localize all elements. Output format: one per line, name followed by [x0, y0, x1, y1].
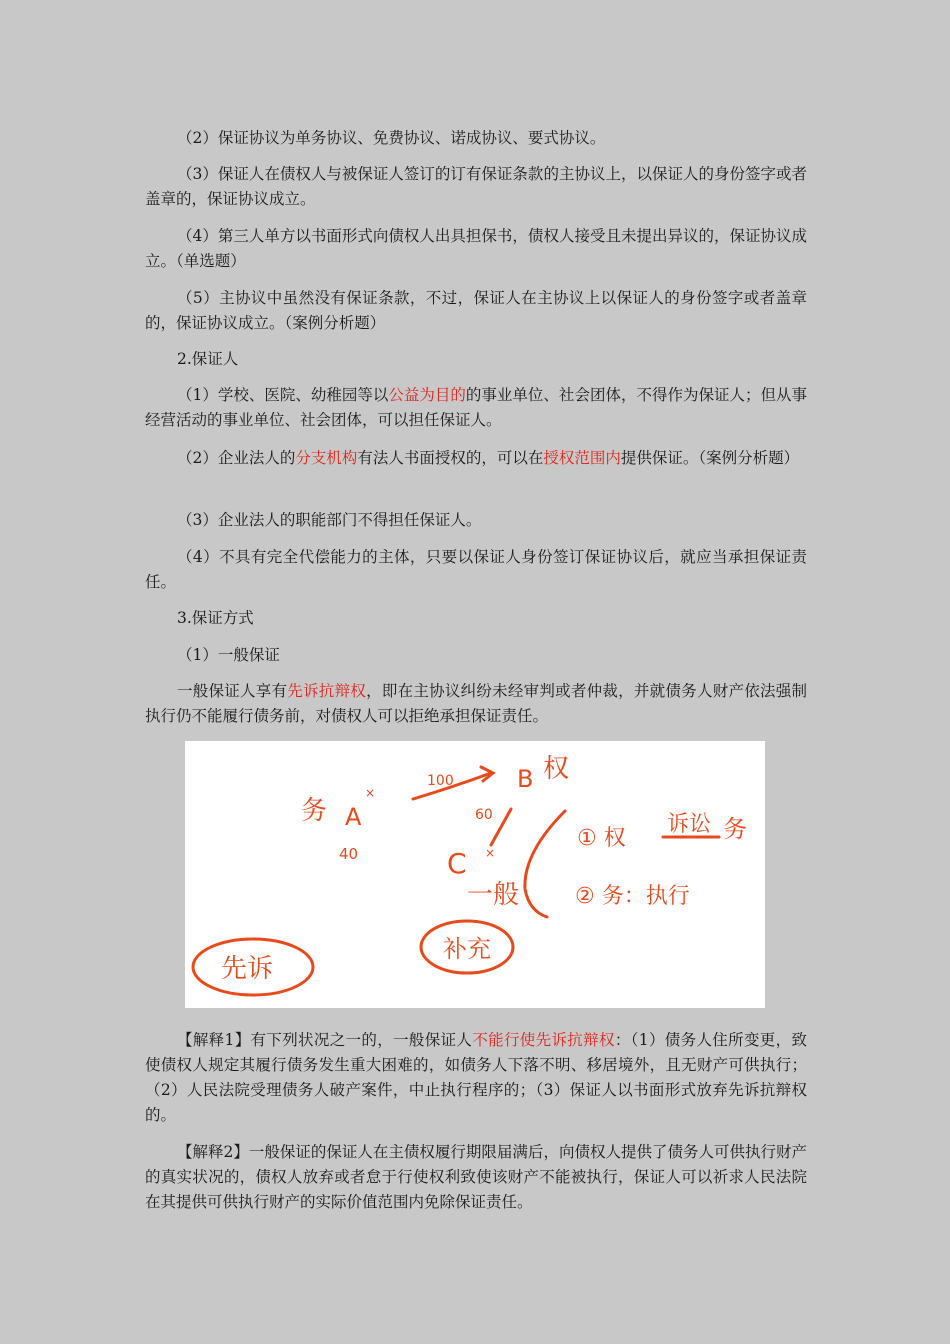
handwritten-note-image — [185, 741, 765, 1008]
paragraph-text: （4）第三人单方以书面形式向债权人出具担保书，债权人接受且未提出异议的，保证协议成立。（单选题） — [145, 227, 807, 270]
paragraph — [145, 679, 807, 729]
paragraph — [145, 224, 807, 274]
paragraph-text: 3.保证方式 — [177, 609, 254, 627]
paragraph-text: 有法人书面授权的，可以在 — [357, 449, 544, 467]
paragraph-text: （1）一般保证 — [177, 646, 280, 664]
paragraph — [145, 545, 807, 595]
section-heading — [145, 347, 807, 372]
paragraph-text: ：（1）债务人住所变更，致使债权人规定其履行债务发生重大困难的，如债务人下落不明、移居境外，且无财产可供执行；（2）人民法院受理债务人破产案件，中止执行程序的；（3）保证人以书面形式放弃先诉抗辩权的。 — [145, 1031, 807, 1124]
hw-mark: × — [365, 786, 376, 800]
hw-b: B — [517, 765, 534, 793]
paragraph-text: 【解释2】一般保证的保证人在主债权履行期限届满后，向债权人提供了债务人可供执行财产的真实状况的，债权人放弃或者怠于行使权利致使该财产不能被执行，保证人可以祈求人民法院在其提供可供执行财产的实际价值范围内免除保证责任。 — [145, 1143, 807, 1211]
handwritten-diagram — [185, 741, 765, 1008]
hw-brace — [525, 811, 565, 917]
paragraph — [145, 126, 807, 151]
paragraph-text: ，即在主协议纠纷未经审判或者仲裁，并就债务人财产依法强制执行仍不能履行债务前，对债权人可以拒绝承担保证责任。 — [145, 682, 807, 725]
hw-buchong: 补充 — [443, 935, 491, 963]
hw-susong: 诉讼 — [667, 812, 712, 837]
explanation-paragraph — [145, 1028, 807, 1128]
hw-wu-right: 务 — [723, 815, 747, 843]
highlighted-term: 授权范围内 — [543, 449, 621, 467]
paragraph — [145, 162, 807, 212]
hw-quan-b: 权 — [543, 754, 570, 784]
paragraph-text: （4）不具有完全代偿能力的主体，只要以保证人身份签订保证协议后，就应当承担保证责任。 — [145, 548, 807, 591]
paragraph — [145, 286, 807, 336]
section-heading — [145, 606, 807, 631]
hw-hundred: 100 — [427, 773, 454, 789]
paragraph-text: 2.保证人 — [177, 350, 239, 368]
hw-xiansu: 先诉 — [221, 954, 274, 984]
paragraph-text: （5）主协议中虽然没有保证条款，不过，保证人在主协议上以保证人的身份签字或者盖章的，保证协议成立。（案例分析题） — [145, 289, 807, 332]
highlighted-term: 公益为目的 — [388, 386, 466, 404]
hw-cross: × — [485, 846, 496, 860]
paragraph-text: （3）企业法人的职能部门不得担任保证人。 — [177, 511, 482, 529]
paragraph — [145, 446, 807, 471]
paragraph-text: （2）企业法人的 — [177, 449, 296, 467]
hw-sixty: 60 — [475, 807, 493, 823]
highlighted-term: 不能行使先诉抗辩权 — [472, 1031, 615, 1049]
hw-wu-left: 务 — [301, 796, 328, 826]
paragraph — [145, 508, 807, 533]
paragraph-text: 【解释1】有下列状况之一的，一般保证人 — [177, 1031, 473, 1049]
explanation-paragraph — [145, 1140, 807, 1215]
paragraph-text: （2）保证协议为单务协议、免费协议、诺成协议、要式协议。 — [177, 129, 606, 147]
hw-item2: ② 务：执行 — [575, 884, 690, 909]
hw-arrow2-line — [491, 809, 511, 845]
hw-a: A — [345, 803, 362, 831]
paragraph-text: 的事业单位、社会团体，不得作为保证人；但从事经营活动的事业单位、社会团体，可以担任保证人。 — [145, 386, 807, 429]
subsection-heading — [145, 643, 807, 668]
hw-yiban: 一般 — [467, 880, 520, 910]
paragraph — [145, 383, 807, 433]
hw-c: C — [447, 847, 467, 880]
paragraph-text: （1）学校、医院、幼稚园等以 — [177, 386, 389, 404]
highlighted-term: 先诉抗辩权 — [287, 682, 367, 700]
hw-forty: 40 — [339, 845, 359, 863]
paragraph-text: （3）保证人在债权人与被保证人签订的订有保证条款的主协议上，以保证人的身份签字或者盖章的，保证协议成立。 — [145, 165, 807, 208]
paragraph-text: 一般保证人享有 — [177, 682, 288, 700]
hw-item1: ① 权 — [577, 826, 626, 851]
paragraph-text: 提供保证。（案例分析题） — [620, 449, 800, 467]
highlighted-term: 分支机构 — [295, 449, 358, 467]
